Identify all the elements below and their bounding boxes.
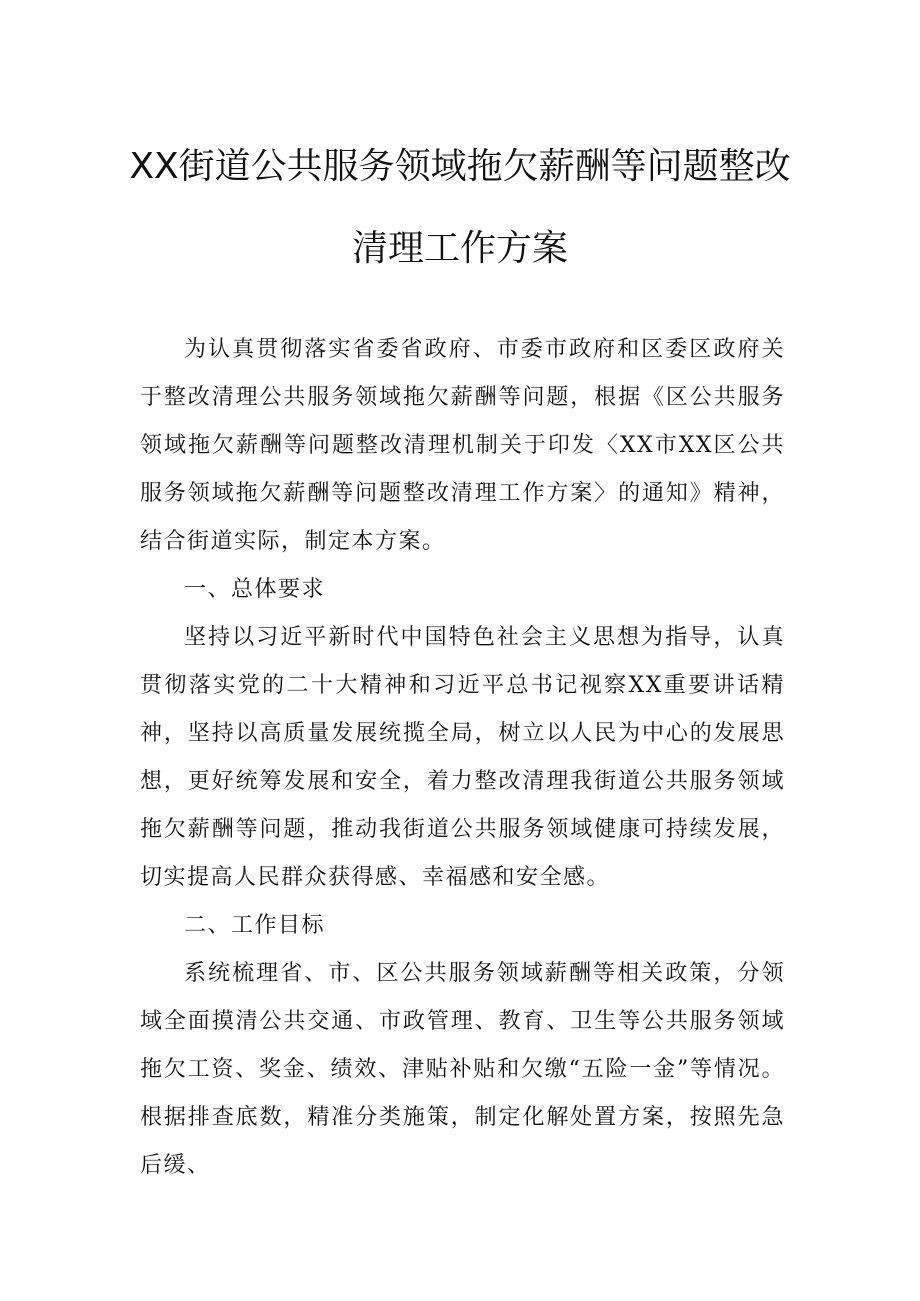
work-goals-paragraph: 系统梳理省、市、区公共服务领域薪酬等相关政策，分领域全面摸清公共交通、市政管理、教育、卫生等公共服务领域拖欠工资、奖金、绩效、津贴补贴和欠缴“五险一金”等情况。根据排查底数，精准分类施策，制定化解处置方案，按照先急后缓、 xyxy=(140,961,785,1178)
section-heading-work-goals: 二、工作目标 xyxy=(184,913,326,938)
document-title-line-2: 清理工作方案 xyxy=(351,228,568,269)
document-body xyxy=(140,326,785,1190)
section-heading-general-requirements: 一、总体要求 xyxy=(184,577,326,602)
document-title-line-1: XX街道公共服务领域拖欠薪酬等问题整改 xyxy=(129,146,791,187)
general-requirements-paragraph: 坚持以习近平新时代中国特色社会主义思想为指导，认真贯彻落实党的二十大精神和习近平总书记视察XX重要讲话精神，坚持以高质量发展统揽全局，树立以人民为中心的发展思想，更好统筹发展和安全，着力整改清理我街道公共服务领域拖欠薪酬等问题，推动我街道公共服务领域健康可持续发展，切实提高人民群众获得感、幸福感和安全感。 xyxy=(140,625,785,890)
intro-paragraph: 为认真贯彻落实省委省政府、市委市政府和区委区政府关于整改清理公共服务领域拖欠薪酬等问题，根据《区公共服务领域拖欠薪酬等问题整改清理机制关于印发〈XX市XX区公共服务领域拖欠薪酬等问题整改清理工作方案〉的通知》精神，结合街道实际，制定本方案。 xyxy=(140,337,785,554)
